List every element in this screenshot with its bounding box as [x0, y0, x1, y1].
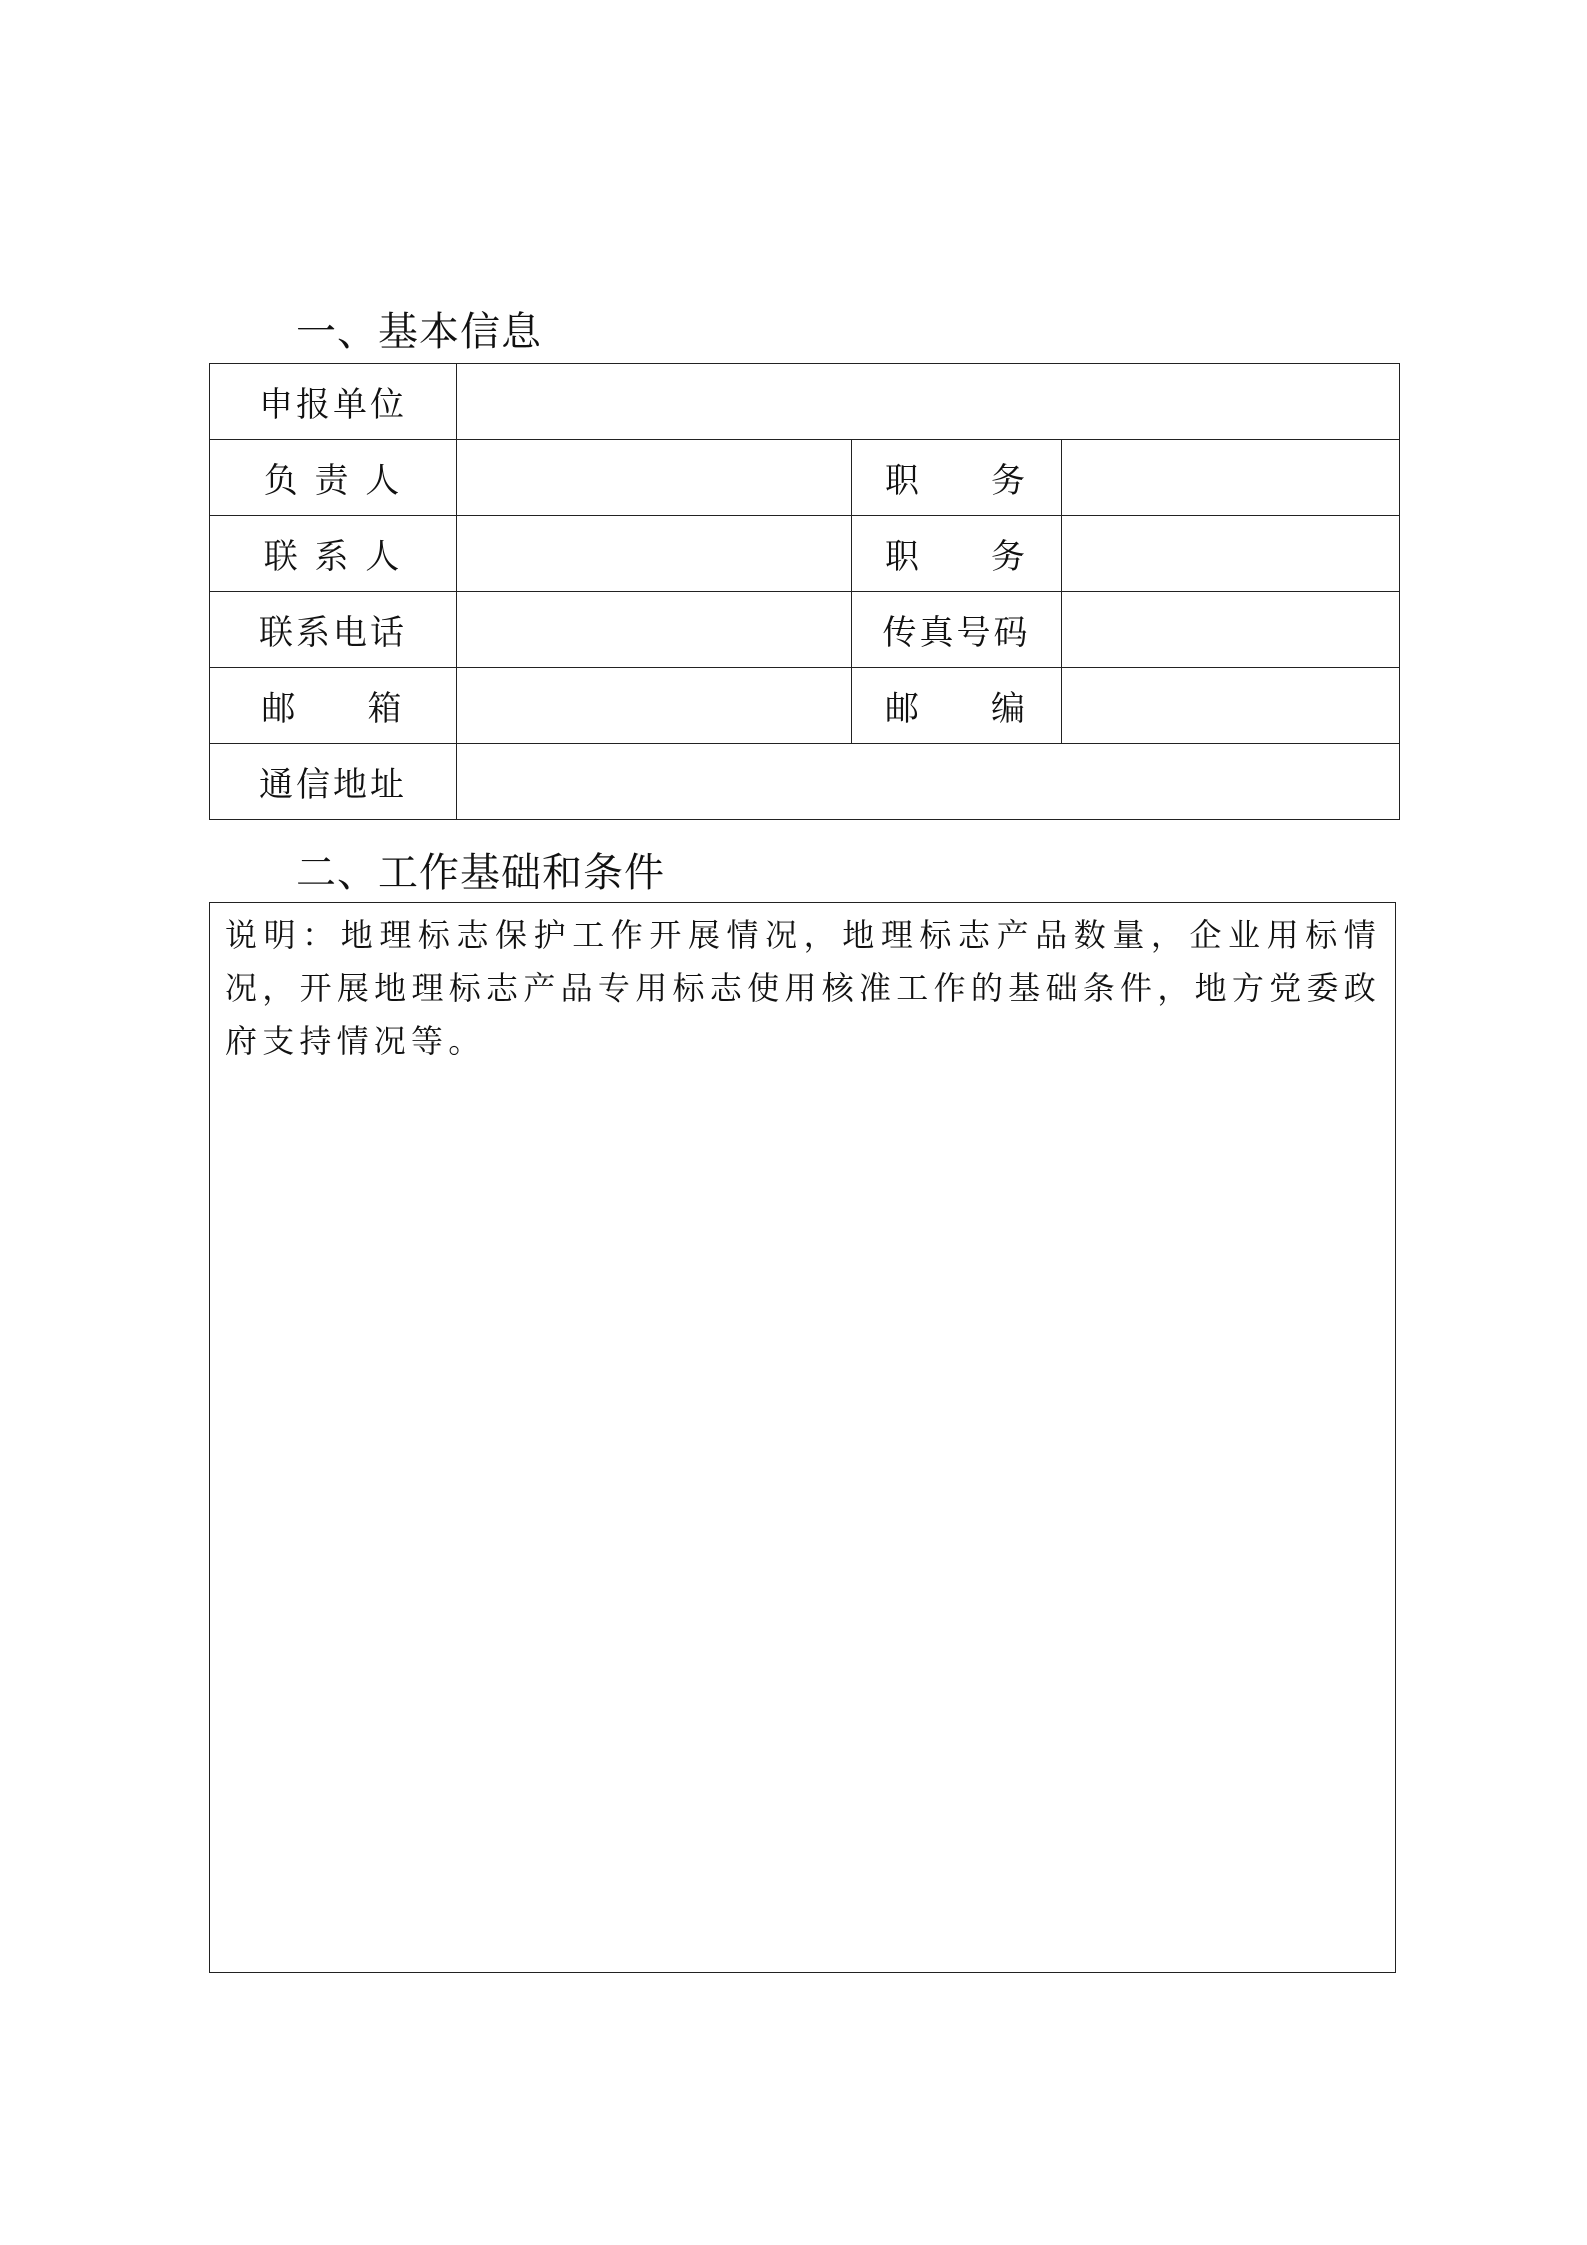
work-foundation-box[interactable]	[209, 902, 1396, 1973]
label-contact: 联 系 人	[210, 516, 457, 592]
label-phone: 联系电话	[210, 592, 457, 668]
row-email	[210, 668, 1400, 744]
field-address[interactable]	[457, 744, 1400, 820]
label-postcode: 邮 编	[852, 668, 1062, 744]
field-phone[interactable]	[457, 592, 852, 668]
section-title-basic-info: 一、基本信息	[296, 309, 542, 355]
basic-info-table	[209, 363, 1400, 820]
field-email[interactable]	[457, 668, 852, 744]
field-unit[interactable]	[457, 364, 1400, 440]
label-contact-position: 职 务	[852, 516, 1062, 592]
work-foundation-note: 说明：地理标志保护工作开展情况，地理标志产品数量，企业用标情况，开展地理标志产品专用标志使用核准工作的基础条件，地方党委政府支持情况等。	[225, 916, 1381, 1060]
field-leader-position[interactable]	[1062, 440, 1400, 516]
row-leader	[210, 440, 1400, 516]
label-leader: 负 责 人	[210, 440, 457, 516]
label-email: 邮 箱	[210, 668, 457, 744]
field-fax[interactable]	[1062, 592, 1400, 668]
label-fax: 传真号码	[852, 592, 1062, 668]
row-contact	[210, 516, 1400, 592]
field-contact[interactable]	[457, 516, 852, 592]
row-address	[210, 744, 1400, 820]
row-phone	[210, 592, 1400, 668]
field-postcode[interactable]	[1062, 668, 1400, 744]
label-address: 通信地址	[210, 744, 457, 820]
field-leader[interactable]	[457, 440, 852, 516]
label-unit: 申报单位	[210, 364, 457, 440]
field-contact-position[interactable]	[1062, 516, 1400, 592]
section-title-work-foundation: 二、工作基础和条件	[296, 850, 665, 896]
row-unit	[210, 364, 1400, 440]
label-leader-position: 职 务	[852, 440, 1062, 516]
